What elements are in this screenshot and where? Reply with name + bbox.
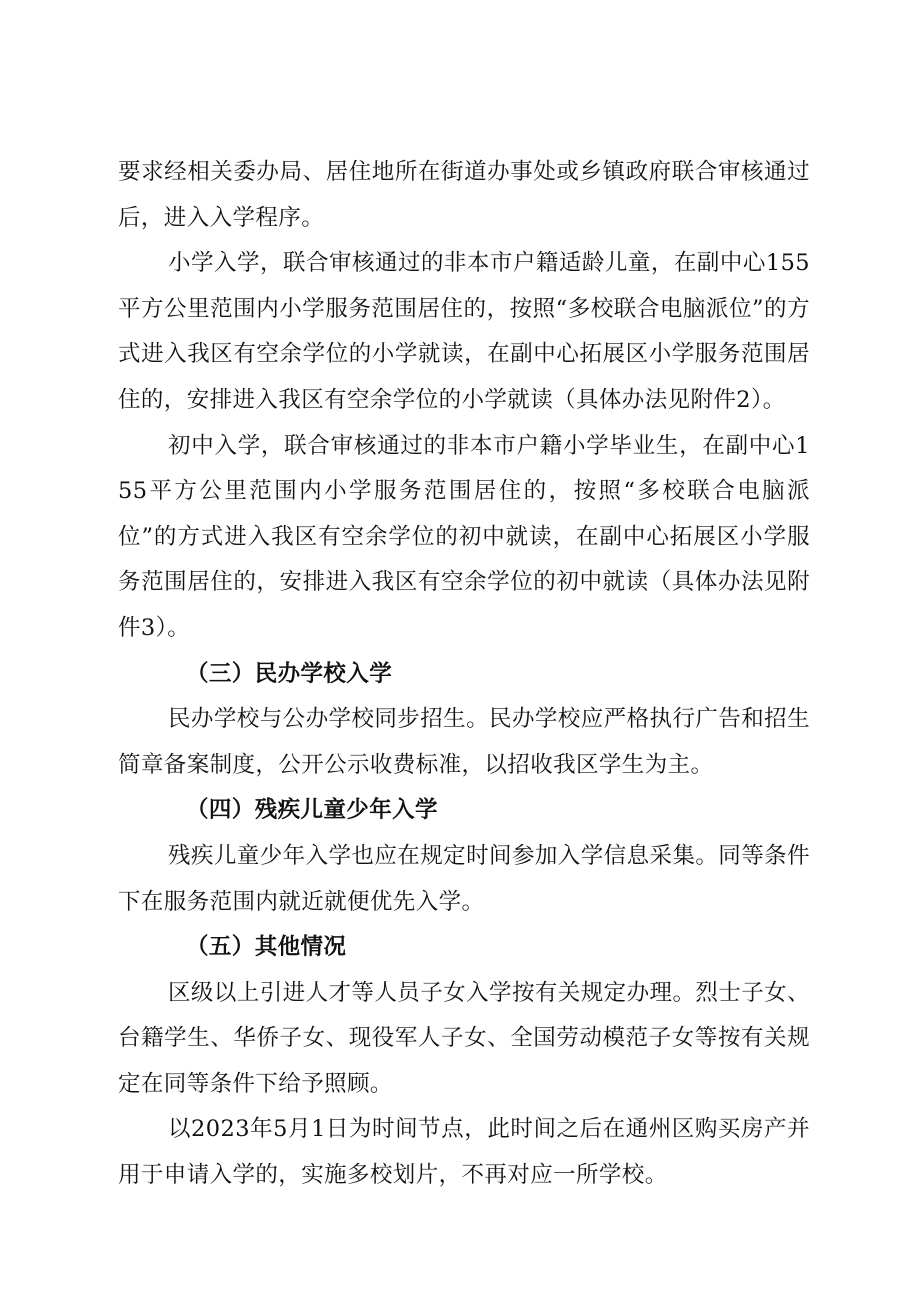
paragraph-primary-school-entry: 小学入学，联合审核通过的非本市户籍适龄儿童，在副中心155平方公里范围内小学服务范围居住的，按照“多校联合电脑派位”的方式进入我区有空余学位的小学就读，在副中心拓展区小学服务范围居住的，安排进入我区有空余学位的小学就读（具体办法见附件2）。: [118, 250, 810, 413]
paragraph-talent-children: 区级以上引进人才等人员子女入学按有关规定办理。烈士子女、台籍学生、华侨子女、现役军人子女、全国劳动模范子女等按有关规定在同等条件下给予照顾。: [118, 979, 810, 1097]
heading-private-schools: （三）民办学校入学: [186, 660, 393, 687]
paragraph-housing-date-rule: 以2023年5月1日为时间节点，此时间之后在通州区购买房产并用于申请入学的，实施多校划片，不再对应一所学校。: [118, 1116, 810, 1189]
paragraph-private-schools: 民办学校与公办学校同步招生。民办学校应严格执行广告和招生简章备案制度，公开公示收费标准，以招收我区学生为主。: [118, 706, 810, 778]
paragraph-disabled-children: 残疾儿童少年入学也应在规定时间参加入学信息采集。同等条件下在服务范围内就近就便优先入学。: [118, 842, 810, 915]
heading-other-situations: （五）其他情况: [186, 934, 347, 961]
paragraph-review-approval: 要求经相关委办局、居住地所在街道办事处或乡镇政府联合审核通过后，进入入学程序。: [118, 159, 810, 231]
heading-disabled-children: （四）残疾儿童少年入学: [186, 797, 438, 824]
paragraph-junior-high-entry: 初中入学，联合审核通过的非本市户籍小学毕业生，在副中心155平方公里范围内小学服务范围居住的，按照“多校联合电脑派位”的方式进入我区有空余学位的初中就读，在副中心拓展区小学服务范围居住的，安排进入我区有空余学位的初中就读（具体办法见附件3）。: [118, 432, 810, 641]
document-body: [118, 150, 810, 1199]
